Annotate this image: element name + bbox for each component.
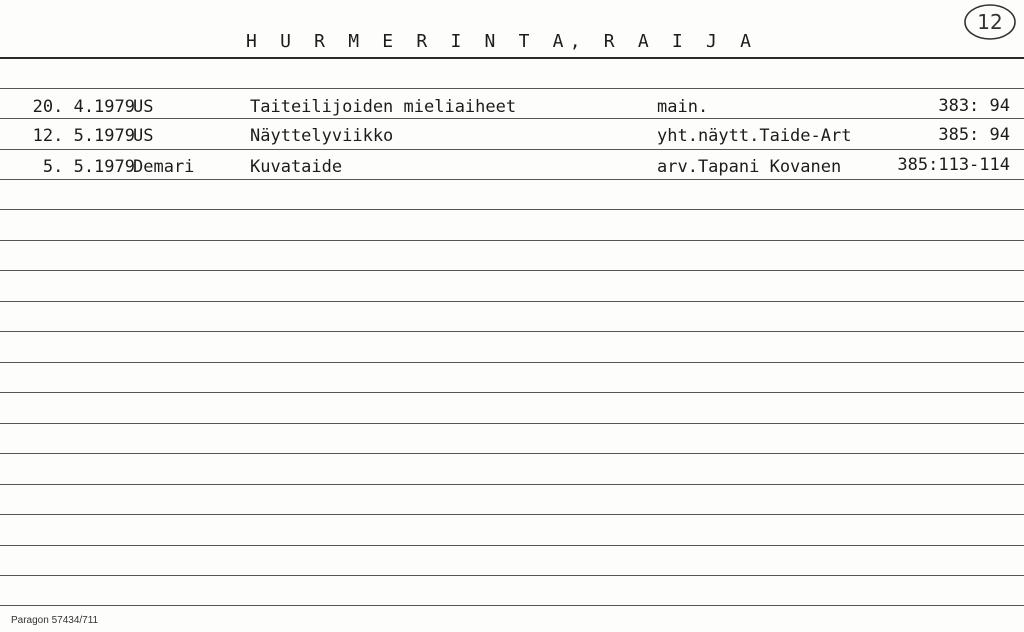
entry-publication: US [133,126,154,146]
card-number: 12 [977,10,1003,34]
entry-title: Näyttelyviikko [250,126,394,146]
ruled-line [0,301,1024,302]
card-number-circle [962,2,1018,42]
ruled-line [0,209,1024,210]
entry-date: 5. 5.1979 [42,157,135,177]
card-footer: Paragon 57434/711 [11,615,99,626]
entry-title: Taiteilijoiden mieliaiheet [250,97,517,117]
header-rule [0,57,1024,59]
entry-note: arv.Tapani Kovanen [657,157,842,177]
entry-note: yht.näytt.Taide-Art [657,126,852,146]
entry-title: Kuvataide [250,157,343,177]
entry-date: 20. 4.1979 [32,97,135,117]
ruled-line [0,392,1024,393]
handwritten-circle-icon [962,2,1018,42]
entry-note: main. [657,97,709,117]
ruled-line [0,545,1024,546]
entry-publication: Demari [133,157,195,177]
entry-reference: 385: 94 [938,125,1010,145]
ruled-line [0,331,1024,332]
ruled-line [0,575,1024,576]
ruled-line [0,484,1024,485]
ruled-line [0,362,1024,363]
ruled-line [0,270,1024,271]
ruled-line [0,88,1024,89]
ruled-line [0,240,1024,241]
entry-reference: 383: 94 [938,96,1010,116]
ruled-line [0,179,1024,180]
card-title: H U R M E R I N T A, R A I J A [246,31,758,52]
entry-reference: 385:113-114 [897,155,1010,175]
ruled-line [0,605,1024,606]
entry-publication: US [133,97,154,117]
ruled-line [0,453,1024,454]
ruled-line [0,514,1024,515]
ruled-line [0,423,1024,424]
ruled-line [0,118,1024,119]
entry-date: 12. 5.1979 [32,126,135,146]
ruled-line [0,149,1024,150]
